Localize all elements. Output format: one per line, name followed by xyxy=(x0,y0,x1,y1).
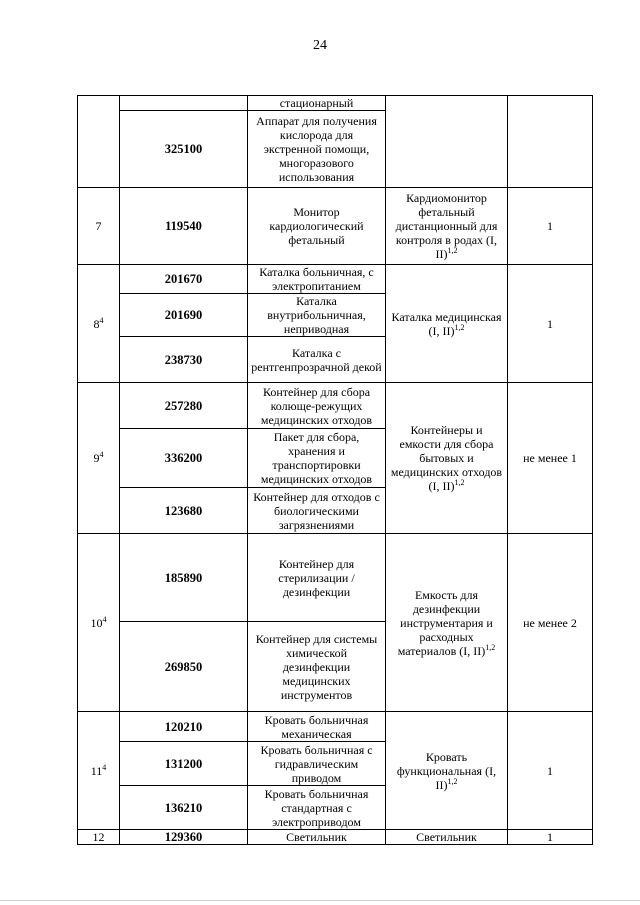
code-cell: 238730 xyxy=(120,337,248,383)
item-cell: Пакет для сбора, хранения и транспортировки медицинских отходов xyxy=(248,429,386,488)
quantity-cell: не менее 2 xyxy=(508,534,593,712)
code-cell: 185890 xyxy=(120,534,248,622)
item-cell: Каталка внутрибольничная, неприводная xyxy=(248,294,386,337)
type-cell xyxy=(386,265,508,383)
item-cell: Кровать больничная механическая xyxy=(248,712,386,742)
code-cell: 201670 xyxy=(120,265,248,294)
footnote-mark: 1,2 xyxy=(454,478,465,487)
quantity-cell: не менее 1 xyxy=(508,383,593,534)
code-cell: 336200 xyxy=(120,429,248,488)
code-cell: 136210 xyxy=(120,786,248,830)
table-row xyxy=(78,830,593,845)
table-row xyxy=(78,712,593,742)
item-cell: Контейнер для стерилизации /дезинфекции xyxy=(248,534,386,622)
item-cell: Контейнер для отходов с биологическими загрязнениями xyxy=(248,488,386,534)
type-cell: Светильник xyxy=(386,830,508,845)
type-cell xyxy=(386,188,508,265)
footnote-mark: 4 xyxy=(102,762,107,772)
item-cell: Контейнер для сбора колюще-режущих медицинских отходов xyxy=(248,383,386,429)
row-number: 8 xyxy=(93,316,100,331)
table-row xyxy=(78,383,593,429)
code-cell: 325100 xyxy=(120,111,248,188)
quantity-cell: 1 xyxy=(508,712,593,830)
code-cell: 129360 xyxy=(120,830,248,845)
code-cell: 120210 xyxy=(120,712,248,742)
table-row xyxy=(78,534,593,622)
equipment-table xyxy=(77,95,593,845)
footnote-mark: 4 xyxy=(102,614,107,624)
row-number: 11 xyxy=(90,763,103,778)
footnote-mark: 1,2 xyxy=(454,322,465,332)
type-text: Кардиомонитор фетальный дистанционный для контроля в родах (I, II) xyxy=(395,191,498,261)
quantity-cell xyxy=(508,96,593,188)
item-cell: Кровать больничная стандартная с электроприводом xyxy=(248,786,386,830)
quantity-cell: 1 xyxy=(508,188,593,265)
quantity-cell: 1 xyxy=(508,830,593,845)
code-cell xyxy=(120,96,248,111)
type-text: Контейнеры и емкости для сбора бытовых и медицинских отходов (I, II) xyxy=(390,423,503,493)
item-cell: Светильник xyxy=(248,830,386,845)
number-cell xyxy=(78,534,120,712)
type-cell xyxy=(386,712,508,830)
item-cell: Монитор кардиологический фетальный xyxy=(248,188,386,265)
table-row xyxy=(78,265,593,294)
footnote-mark: 1,2 xyxy=(447,776,458,786)
code-cell: 269850 xyxy=(120,622,248,712)
row-number: 9 xyxy=(93,451,100,465)
type-text: Кровать функциональная (I, II) xyxy=(396,749,497,792)
type-cell xyxy=(386,383,508,534)
item-cell: стационарный xyxy=(248,96,386,111)
page-number: 24 xyxy=(313,38,327,53)
footnote-mark: 4 xyxy=(99,450,104,459)
number-cell: 7 xyxy=(78,188,120,265)
item-cell: Каталка больничная, с электропитанием xyxy=(248,265,386,294)
type-cell xyxy=(386,96,508,188)
table-row xyxy=(78,96,593,111)
code-cell: 257280 xyxy=(120,383,248,429)
number-cell xyxy=(78,96,120,188)
type-cell xyxy=(386,534,508,712)
number-cell xyxy=(78,712,120,830)
item-cell: Аппарат для получения кислорода для экстренной помощи, многоразового использования xyxy=(248,111,386,188)
code-cell: 131200 xyxy=(120,742,248,786)
item-cell: Кровать больничная с гидравлическим приводом xyxy=(248,742,386,786)
code-cell: 201690 xyxy=(120,294,248,337)
type-text: Каталка медицинская (I, II) xyxy=(391,309,502,338)
table-row xyxy=(78,188,593,265)
number-cell xyxy=(78,383,120,534)
code-cell: 123680 xyxy=(120,488,248,534)
code-cell: 119540 xyxy=(120,188,248,265)
quantity-cell: 1 xyxy=(508,265,593,383)
type-text: Емкость для дезинфекции инструментария и расходных материалов (I, II) xyxy=(397,587,493,658)
number-cell xyxy=(78,265,120,383)
footnote-mark: 4 xyxy=(99,315,104,325)
scan-edge-line xyxy=(0,900,640,901)
row-number: 10 xyxy=(90,615,103,630)
number-cell: 12 xyxy=(78,830,120,845)
item-cell: Контейнер для системы химической дезинфекции медицинских инструментов xyxy=(248,622,386,712)
footnote-mark: 1,2 xyxy=(447,246,458,255)
footnote-mark: 1,2 xyxy=(485,642,496,652)
item-cell: Каталка с рентгенпрозрачной декой xyxy=(248,337,386,383)
